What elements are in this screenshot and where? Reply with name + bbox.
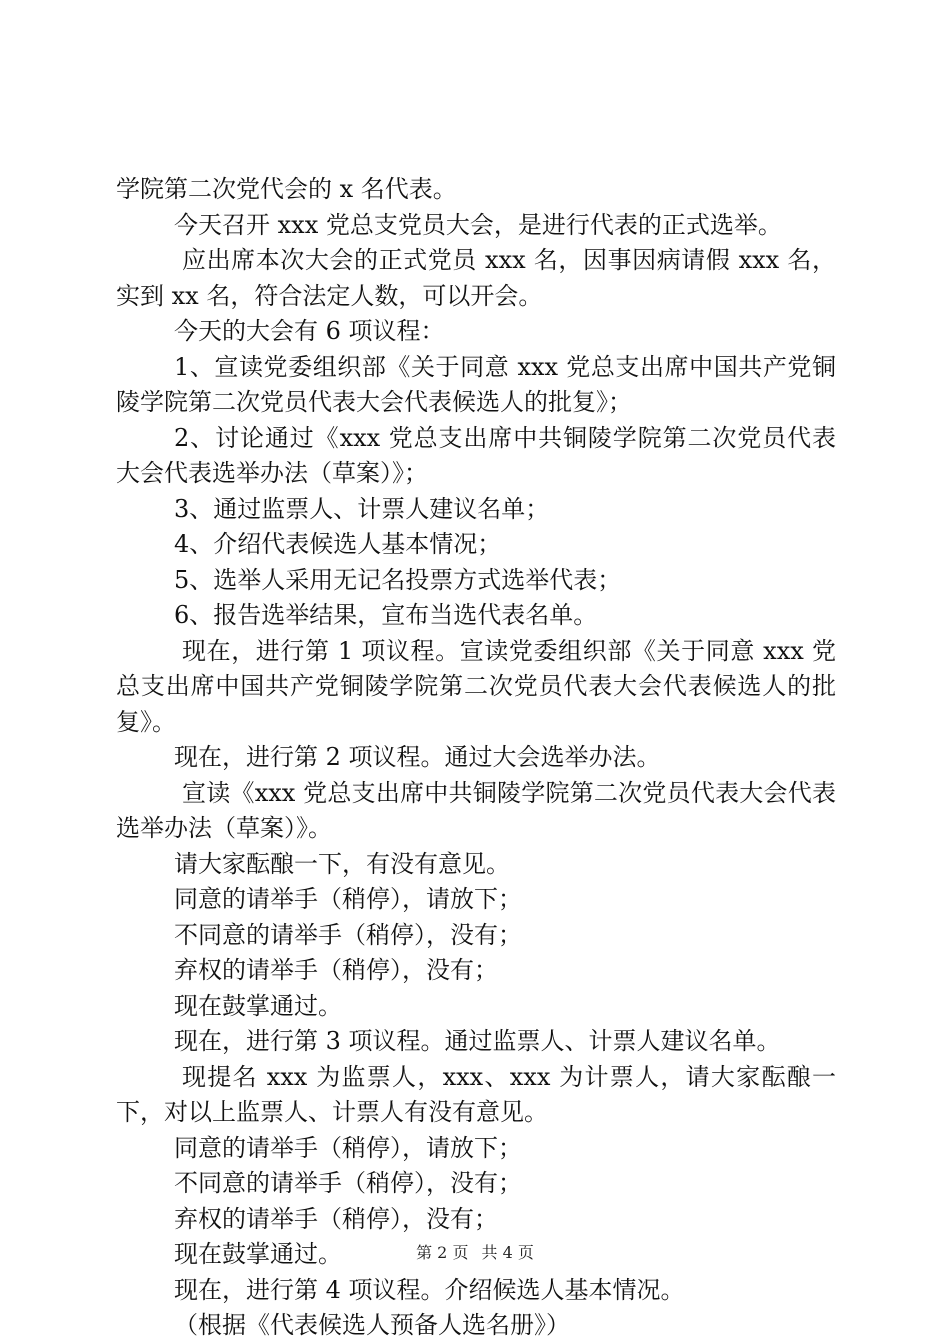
document-body	[116, 172, 836, 1344]
body-paragraph: 宣读《xxx 党总支出席中共铜陵学院第二次党员代表大会代表选举办法（草案）》。	[116, 778, 836, 842]
body-paragraph: 现在鼓掌通过。	[174, 1240, 342, 1268]
body-paragraph: 今天召开 xxx 党总支党员大会，是进行代表的正式选举。	[174, 210, 782, 239]
body-paragraph: 现在，进行第 3 项议程。通过监票人、计票人建议名单。	[174, 1027, 781, 1055]
body-paragraph: 同意的请举手（稍停），请放下；	[174, 885, 522, 913]
page-number-current: 第 2 页	[416, 1243, 469, 1262]
body-paragraph: 不同意的请举手（稍停），没有；	[174, 1169, 522, 1197]
body-paragraph: 应出席本次大会的正式党员 xxx 名，因事因病请假 xxx 名，实到 xx 名，符合法定人数，可以开会。	[116, 246, 836, 310]
body-paragraph: 不同意的请举手（稍停），没有；	[174, 920, 522, 949]
body-paragraph: （根据《代表候选人预备人选名册》）	[174, 1311, 570, 1339]
body-paragraph: 现在鼓掌通过。	[174, 991, 342, 1020]
body-paragraph: 2、讨论通过《xxx 党总支出席中共铜陵学院第二次党员代表大会代表选举办法（草案）》；	[116, 423, 836, 487]
page-number-total: 共 4 页	[481, 1243, 534, 1262]
body-paragraph: 学院第二次党代会的 x 名代表。	[116, 175, 457, 203]
body-paragraph: 请大家酝酿一下，有没有意见。	[174, 849, 510, 878]
body-paragraph: 1、宣读党委组织部《关于同意 xxx 党总支出席中国共产党铜陵学院第二次党员代表大会代表候选人的批复》；	[116, 352, 836, 416]
page-footer	[0, 1243, 950, 1263]
body-paragraph: 弃权的请举手（稍停），没有；	[174, 1204, 498, 1233]
body-paragraph: 现提名 xxx 为监票人，xxx、xxx 为计票人，请大家酝酿一下，对以上监票人、计票人有没有意见。	[116, 1062, 836, 1126]
body-paragraph: 现在，进行第 1 项议程。宣读党委组织部《关于同意 xxx 党总支出席中国共产党铜陵学院第二次党员代表大会代表候选人的批复》。	[116, 636, 836, 736]
body-paragraph: 3、通过监票人、计票人建议名单；	[174, 494, 550, 523]
body-paragraph: 4、介绍代表候选人基本情况；	[174, 530, 502, 558]
body-paragraph: 现在，进行第 2 项议程。通过大会选举办法。	[174, 743, 661, 771]
body-paragraph: 同意的请举手（稍停），请放下；	[174, 1133, 522, 1162]
body-paragraph: 今天的大会有 6 项议程：	[174, 317, 445, 345]
body-paragraph: 弃权的请举手（稍停），没有；	[174, 956, 498, 984]
body-paragraph: 5、选举人采用无记名投票方式选举代表；	[174, 565, 622, 594]
body-paragraph: 现在，进行第 4 项议程。介绍候选人基本情况。	[174, 1275, 685, 1304]
body-paragraph: 6、报告选举结果，宣布当选代表名单。	[174, 601, 598, 629]
